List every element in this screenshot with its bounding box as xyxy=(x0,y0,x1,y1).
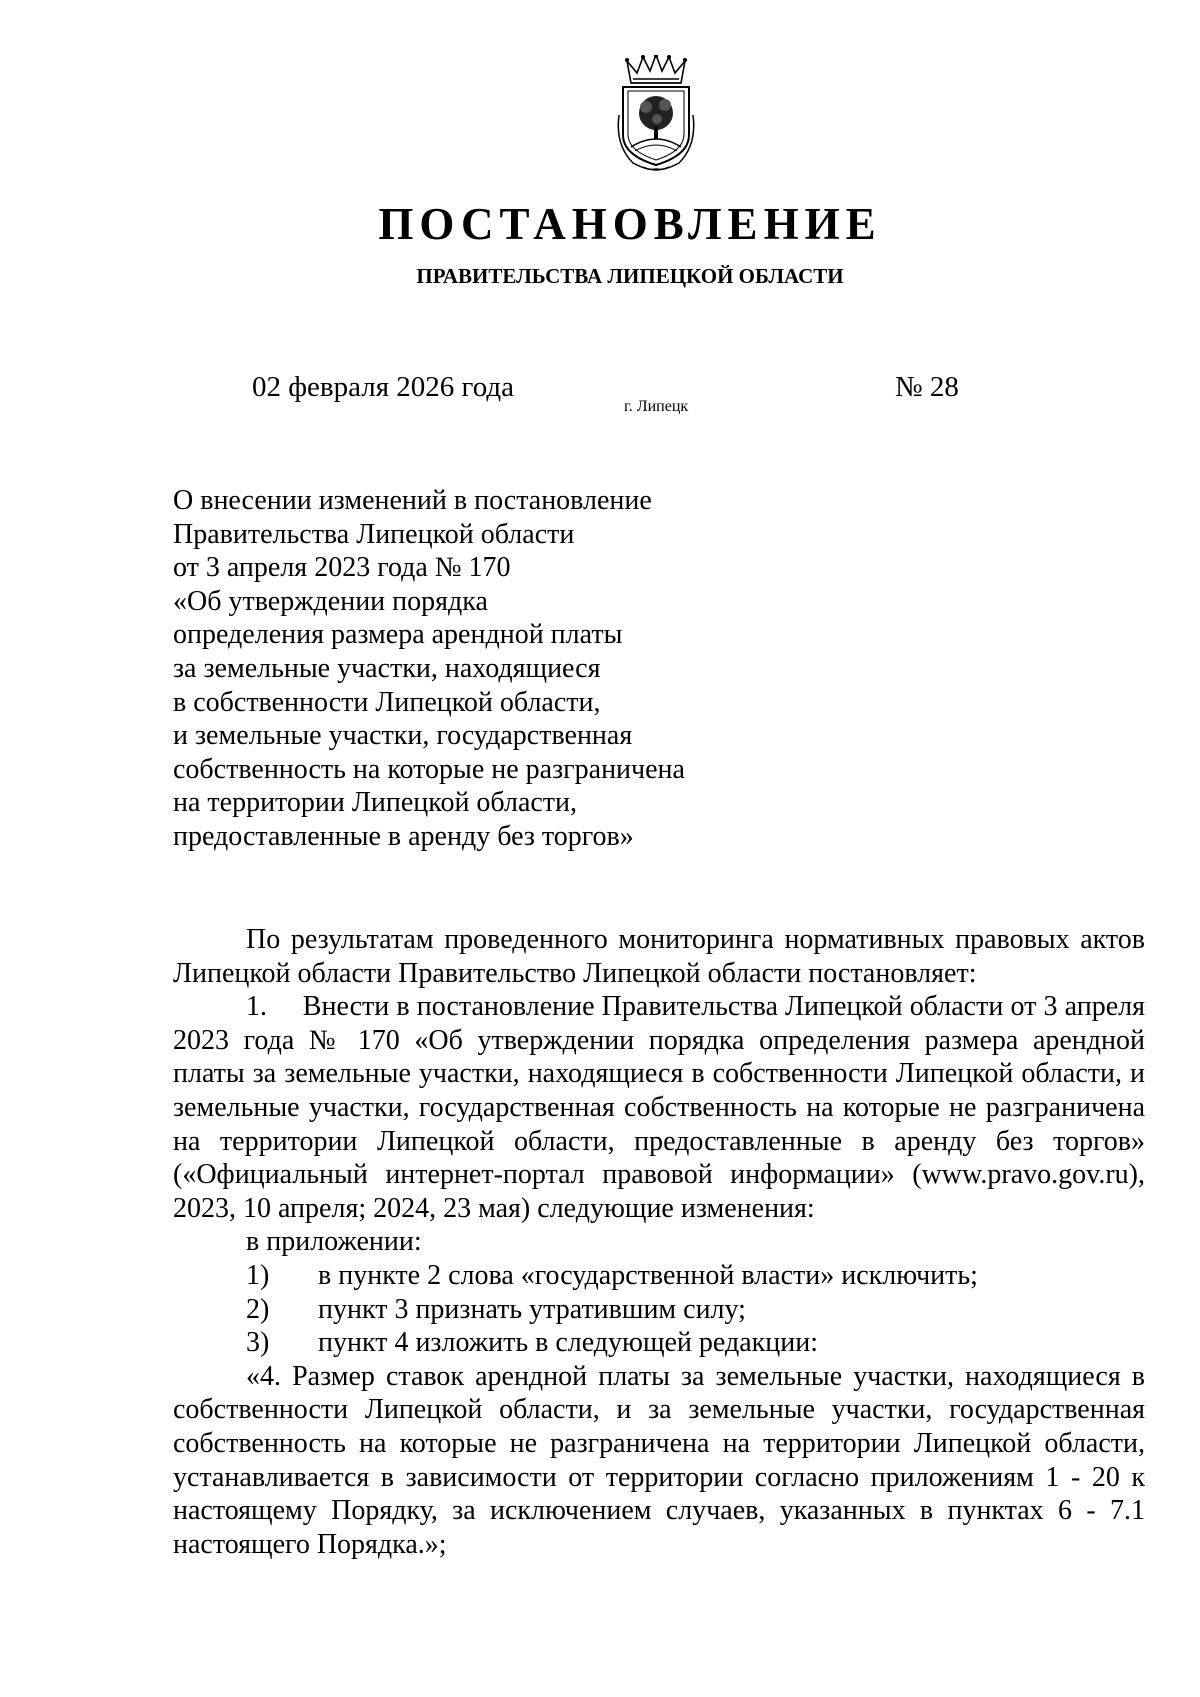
document-number: № 28 xyxy=(895,371,959,403)
preamble-paragraph: По результатам проведенного мониторинга нормативных правовых актов Липецкой области Правительство Липецкой области постановляет: xyxy=(173,924,1145,989)
subject-line: определения размера арендной платы xyxy=(173,619,623,651)
subject-line: в собственности Липецкой области, xyxy=(173,686,601,718)
list-item xyxy=(173,1293,1145,1327)
subject-line: от 3 апреля 2023 года № 170 xyxy=(173,552,511,584)
subject-line: О внесении изменений в постановление xyxy=(173,485,652,516)
document-type-title: ПОСТАНОВЛЕНИЕ xyxy=(378,199,882,249)
subject-line: на территории Липецкой области, xyxy=(173,787,578,819)
list-item-text: пункт 4 изложить в следующей редакции: xyxy=(318,1327,818,1359)
coat-of-arms-icon xyxy=(613,55,699,173)
document-city: г. Липецк xyxy=(624,398,689,415)
subject-line: Правительства Липецкой области xyxy=(173,518,575,550)
subject-line: за земельные участки, находящиеся xyxy=(173,652,601,684)
point-1-paragraph: 1. Внести в постановление Правительства Липецкой области от 3 апреля 2023 года № 170 «Об утверждении порядка определения размера арендной платы за земельные участки, находящиеся в собственности Липецкой области, и земельные участки, государственная собственность на которые не разграничена на территории Липецкой области, предоставленные в аренду без торгов» («Официальный интернет-портал правовой информации» (www.pravo.gov.ru), 2023, 10 апреля; 2024, 23 мая) следующие изменения: xyxy=(173,991,1145,1224)
list-item xyxy=(173,1326,1145,1360)
list-item-number: 2) xyxy=(246,1293,270,1325)
document-subject xyxy=(173,484,733,854)
list-item-number: 3) xyxy=(246,1327,270,1359)
subject-line: «Об утверждении порядка xyxy=(173,585,488,617)
quoted-amendment: «4. Размер ставок арендной платы за земельные участки, находящиеся в собственности Липецкой области, и за земельные участки, государственная собственность на которые не разграничена на территории Липецкой области, устанавливается в зависимости от территории согласно приложениям 1 - 20 к настоящему Порядку, за исключением случаев, указанных в пунктах 6 - 7.1 настоящего Порядка.»; xyxy=(173,1360,1145,1560)
document-date: 02 февраля 2026 года xyxy=(252,371,515,403)
subject-line: собственность на которые не разграничена xyxy=(173,753,685,785)
subject-line: предоставленные в аренду без торгов» xyxy=(173,820,634,852)
document-body xyxy=(173,923,1145,1561)
subject-line: и земельные участки, государственная xyxy=(173,720,633,752)
list-item-text: пункт 3 признать утратившим силу; xyxy=(318,1293,746,1325)
list-item-number: 1) xyxy=(246,1259,270,1291)
list-item-text: в пункте 2 слова «государственной власти» исключить; xyxy=(318,1259,978,1291)
list-item xyxy=(173,1259,1145,1293)
annex-intro: в приложении: xyxy=(246,1226,422,1258)
issuing-authority: ПРАВИТЕЛЬСТВА ЛИПЕЦКОЙ ОБЛАСТИ xyxy=(416,264,844,288)
